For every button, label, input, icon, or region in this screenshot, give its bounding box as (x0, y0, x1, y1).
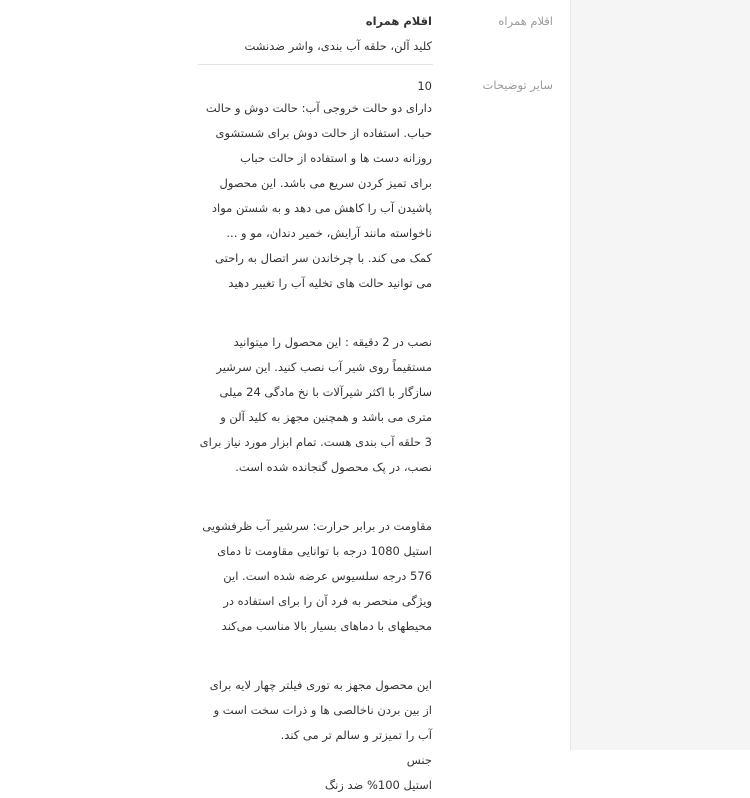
spec-divider (198, 64, 433, 65)
paragraph-spacer (200, 639, 432, 673)
spec-value-other-description (200, 76, 432, 798)
paragraph-2-line-6: نصب، در پک محصول گنجانده شده است. (235, 460, 432, 474)
description-number: 10 (417, 79, 432, 93)
paragraph-2-line-2: مستقیماً روی شیر آب نصب کنید. این سرشیر (216, 360, 432, 374)
paragraph-1-line-2: حباب. استفاده از حالت دوش برای شستشوی (215, 126, 432, 140)
paragraph-3-line-4: ویژگی منحصر به فرد آن را برای استفاده در (223, 594, 432, 608)
paragraph-1-line-7: کمک می کند. با چرخاندن سر اتصال به راحتی (215, 251, 432, 265)
paragraph-1-line-6: ناخواسته مانند آرایش، خمیر دندان، مو و ... (226, 226, 432, 240)
material-value: استیل 100% ضد زنگ (324, 778, 432, 792)
right-side-panel (570, 0, 750, 750)
paragraph-3-line-5: محیطهای با دماهای بسیار بالا مناسب می‌کند (221, 619, 432, 633)
spec-value-accessories (200, 12, 432, 58)
spec-row-other-description (0, 66, 570, 792)
spec-key-other-description: سایر توضیحات (482, 78, 553, 92)
paragraph-2-line-3: سازگار با اکثر شیرآلات با نخ مادگی 24 میلی (219, 385, 432, 399)
accessories-value: کلید آلن، حلقه آب بندی، واشر ضدنشت (244, 39, 432, 53)
paragraph-4-line-2: از بین بردن ناخالصی ها و ذرات سخت است و (213, 703, 432, 717)
paragraph-3-line-2: استیل 1080 درجه با توانایی مقاومت تا دمای (217, 544, 432, 558)
accessories-title: اقلام همراه (365, 14, 432, 28)
paragraph-1-line-3: روزانه دست ها و استفاده از حالت حباب (240, 151, 432, 165)
paragraph-spacer (200, 480, 432, 514)
paragraph-1-line-5: پاشیدن آب را کاهش می دهد و به شستن مواد (211, 201, 432, 215)
paragraph-2-line-1: نصب در 2 دقیقه : این محصول را میتوانید (233, 335, 432, 349)
paragraph-3-line-1: مقاومت در برابر حرارت: سرشیر آب ظرفشویی (202, 519, 432, 533)
paragraph-1-line-8: می توانید حالت های تخلیه آب را تغییر دهید (228, 276, 432, 290)
paragraph-1-line-4: برای تمیز کردن سریع می باشد. این محصول (219, 176, 432, 190)
paragraph-1-line-1: دارای دو حالت خروجی آب: حالت دوش و حالت (205, 101, 432, 115)
material-label: جنس (406, 753, 432, 767)
paragraph-spacer (200, 296, 432, 330)
spec-row-accessories (0, 0, 570, 66)
spec-key-accessories: اقلام همراه (498, 14, 553, 28)
paragraph-4-line-1: این محصول مجهز به توری فیلتر چهار لایه برای (209, 678, 432, 692)
paragraph-2-line-4: متری می باشد و همچنین مجهز به کلید آلن و (220, 410, 432, 424)
paragraph-3-line-3: 576 درجه سلسیوس عرضه شده است. این (223, 569, 432, 583)
paragraph-2-line-5: 3 حلقه آب بندی هست. تمام ابزار مورد نیاز برای (199, 435, 432, 449)
paragraph-4-line-3: آب را تمیزتر و سالم تر می کند. (280, 728, 432, 742)
